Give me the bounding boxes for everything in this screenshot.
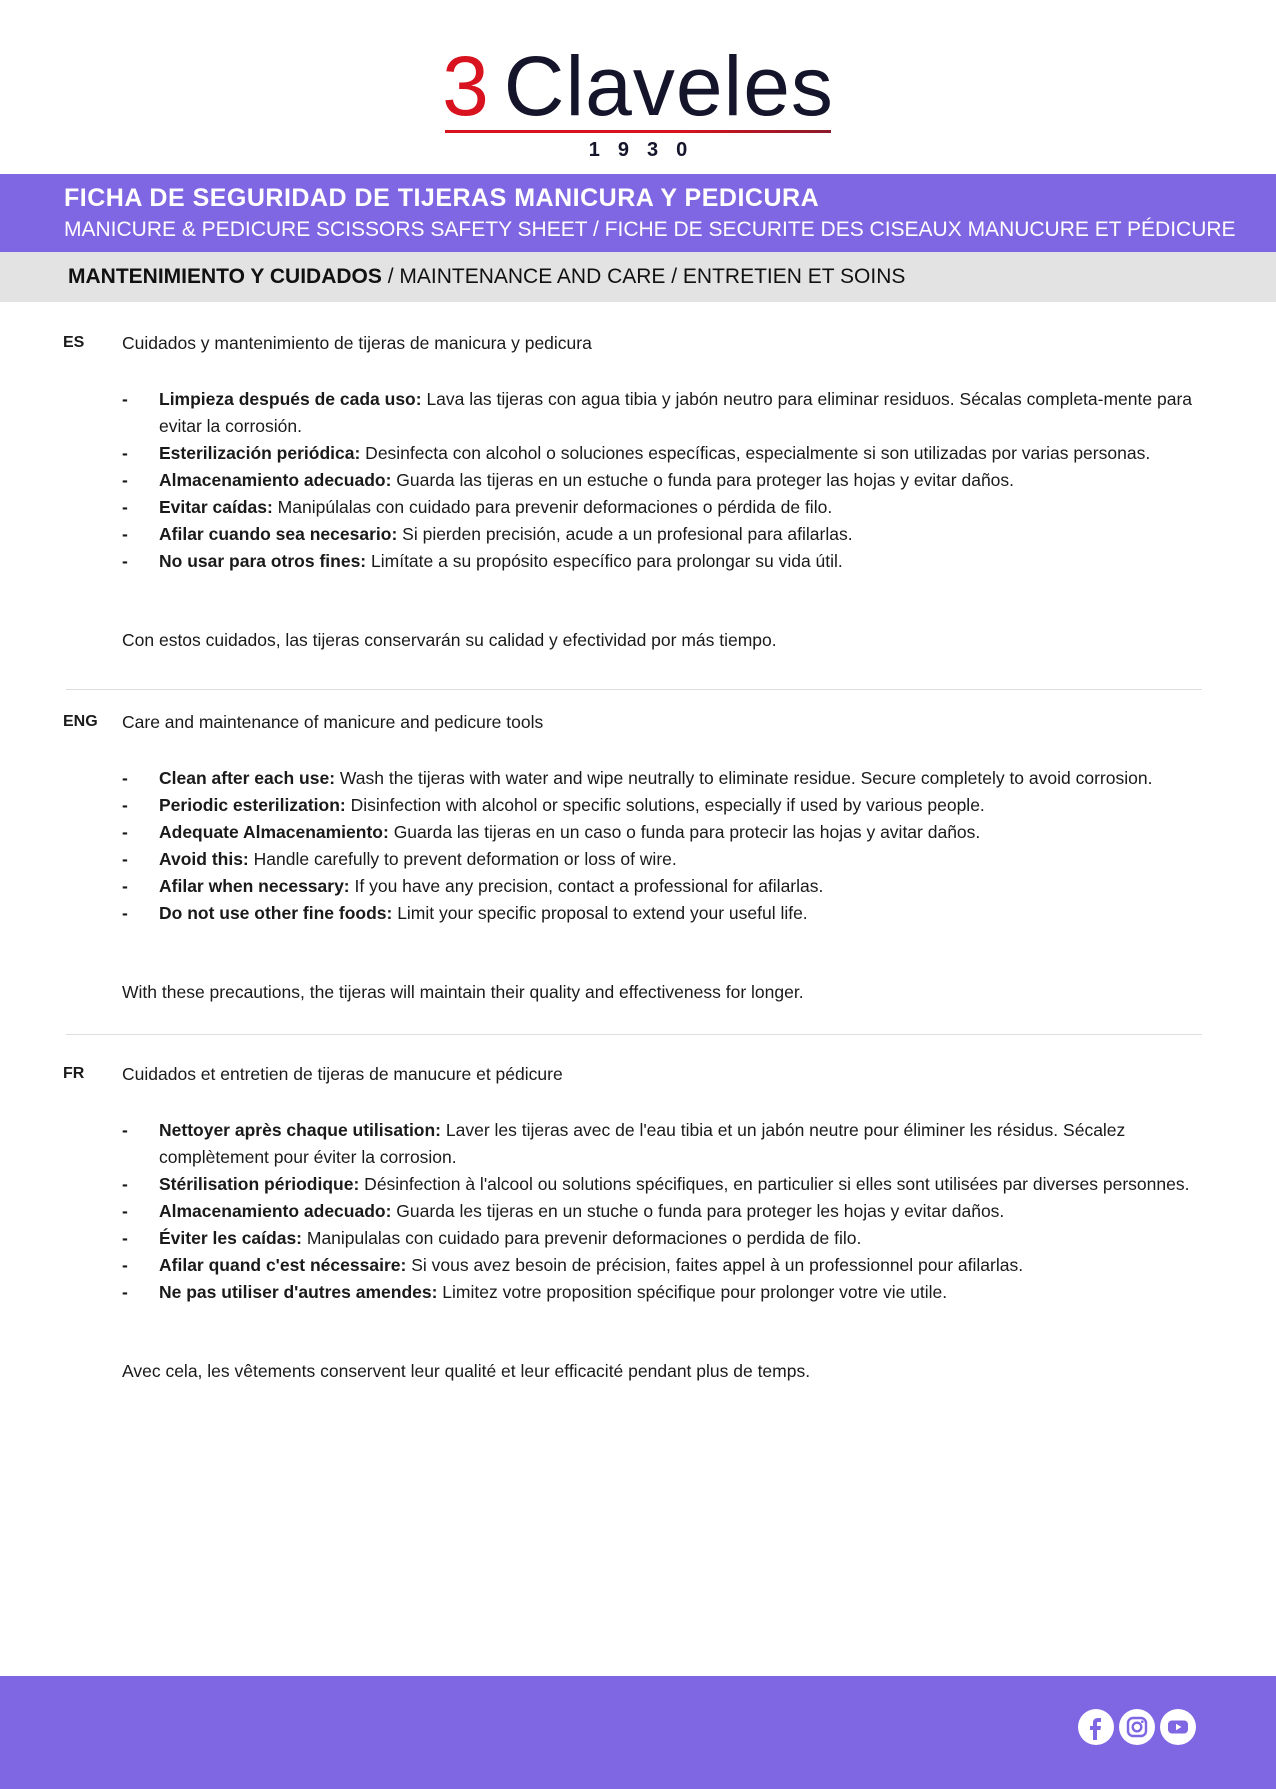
- section-title-bold: MANTENIMIENTO Y CUIDADOS: [68, 265, 382, 288]
- item-text: Guarda les tijeras en un stuche o funda para proteger les hojas y evitar daños.: [391, 1201, 1005, 1221]
- facebook-icon[interactable]: [1078, 1709, 1114, 1745]
- list-item: - Do not use other fine foods: Limit your specific proposal to extend your useful life.: [122, 903, 808, 923]
- list-item: - No usar para otros fines: Limítate a su propósito específico para prolongar su vida útil.: [122, 551, 843, 571]
- list-item: - Almacenamiento adecuado: Guarda las tijeras en un estuche o funda para proteger las hojas y evitar daños.: [122, 470, 1015, 490]
- item-heading: Avoid this:: [159, 849, 249, 869]
- list-item: - Afilar cuando sea necesario: Si pierden precisión, acude a un profesional para afilarlas.: [122, 524, 853, 544]
- list-item: - Periodic esterilization: Disinfection with alcohol or specific solutions, especially if used by various people.: [122, 795, 985, 815]
- section-title: [68, 265, 905, 289]
- item-heading: Nettoyer après chaque utilisation:: [159, 1120, 442, 1140]
- language-code: FR: [63, 1065, 85, 1082]
- care-list: [122, 386, 1202, 575]
- item-heading: Adequate Almacenamiento:: [159, 822, 389, 842]
- logo-year: 1930: [588, 139, 706, 161]
- item-heading: Periodic esterilization:: [159, 795, 346, 815]
- item-text: Guarda las tijeras en un estuche o funda para proteger las hojas y evitar daños.: [391, 470, 1015, 490]
- item-text: Manipulalas con cuidado para prevenir deformaciones o perdida de filo.: [302, 1228, 862, 1248]
- section-header: [0, 252, 1276, 302]
- logo-number: 3: [442, 39, 490, 133]
- item-text: If you have any precision, contact a professional for afilarlas.: [349, 876, 824, 896]
- list-item: - Almacenamiento adecuado: Guarda les tijeras en un stuche o funda para proteger les hojas y evitar daños.: [122, 1201, 1005, 1221]
- list-item: - Afilar when necessary: If you have any precision, contact a professional for afilarlas.: [122, 876, 824, 896]
- care-list: [122, 765, 1202, 927]
- item-heading: Almacenamiento adecuado:: [159, 1201, 392, 1221]
- list-item: - Afilar quand c'est nécessaire: Si vous avez besoin de précision, faites appel à un professionnel pour afilarlas.: [122, 1255, 1024, 1275]
- item-text: Si pierden precisión, acude a un profesional para afilarlas.: [397, 524, 853, 544]
- item-heading: Stérilisation périodique:: [159, 1174, 360, 1194]
- item-text: Desinfecta con alcohol o soluciones específicas, especialmente si son utilizadas por varias personas.: [360, 443, 1151, 463]
- section-divider: [66, 1034, 1202, 1035]
- list-item: - Ne pas utiliser d'autres amendes: Limitez votre proposition spécifique pour prolonger votre vie utile.: [122, 1282, 948, 1302]
- item-text: Limit your specific proposal to extend your useful life.: [392, 903, 808, 923]
- block-closing: Avec cela, les vêtements conservent leur qualité et leur efficacité pendant plus de temps.: [122, 1361, 811, 1381]
- item-text: Manipúlalas con cuidado para prevenir deformaciones o pérdida de filo.: [272, 497, 833, 517]
- item-text: Laver les tijeras avec de l'eau tibia et un jabón neutre pour éliminer les résidus. Sécalez complètement pour éviter la corrosion.: [159, 1120, 1126, 1167]
- item-heading: Clean after each use:: [159, 768, 336, 788]
- logo-name: Claveles: [503, 39, 834, 133]
- logo-wordmark: [0, 39, 1276, 133]
- item-heading: Afilar cuando sea necesario:: [159, 524, 398, 544]
- item-text: Lava las tijeras con agua tibia y jabón neutro para eliminar residuos. Sécalas completa-mente para evitar la corrosión.: [159, 389, 1193, 436]
- language-code: ES: [63, 334, 85, 351]
- brand-logo: [0, 39, 1276, 162]
- list-item: - Esterilización periódica: Desinfecta con alcohol o soluciones específicas, especialmente si son utilizadas por varias personas.: [122, 443, 1151, 463]
- item-text: Wash the tijeras with water and wipe neutrally to eliminate residue. Secure completely to avoid corrosion.: [335, 768, 1153, 788]
- page-title: FICHA DE SEGURIDAD DE TIJERAS MANICURA Y PEDICURA: [64, 184, 820, 212]
- list-item: - Nettoyer après chaque utilisation: Laver les tijeras avec de l'eau tibia et un jabón neutre pour éliminer les résidus. Sécalez complètement pour éviter la corrosion.: [122, 1120, 1126, 1167]
- footer-bar: [0, 1676, 1276, 1789]
- block-closing: Con estos cuidados, las tijeras conservarán su calidad y efectividad por más tiempo.: [122, 630, 777, 650]
- youtube-icon[interactable]: [1160, 1709, 1196, 1745]
- item-heading: Afilar when necessary:: [159, 876, 350, 896]
- item-heading: Do not use other fine foods:: [159, 903, 393, 923]
- block-closing: With these precautions, the tijeras will maintain their quality and effectiveness for longer.: [122, 982, 804, 1002]
- item-text: Si vous avez besoin de précision, faites appel à un professionnel pour afilarlas.: [406, 1255, 1024, 1275]
- list-item: - Avoid this: Handle carefully to prevent deformation or loss of wire.: [122, 849, 677, 869]
- page-subtitle: MANICURE & PEDICURE SCISSORS SAFETY SHEET / FICHE DE SECURITE DES CISEAUX MANUCURE ET PÉDICURE: [64, 218, 1236, 241]
- section-title-rest: / MAINTENANCE AND CARE / ENTRETIEN ET SOINS: [381, 265, 906, 288]
- item-text: Limitez votre proposition spécifique pour prolonger votre vie utile.: [437, 1282, 948, 1302]
- item-text: Disinfection with alcohol or specific solutions, especially if used by various people.: [345, 795, 985, 815]
- item-heading: Ne pas utiliser d'autres amendes:: [159, 1282, 438, 1302]
- list-item: - Evitar caídas: Manipúlalas con cuidado para prevenir deformaciones o pérdida de filo.: [122, 497, 833, 517]
- item-heading: Afilar quand c'est nécessaire:: [159, 1255, 407, 1275]
- item-heading: Éviter les caídas:: [159, 1228, 302, 1248]
- list-item: - Éviter les caídas: Manipulalas con cuidado para prevenir deformaciones o perdida de filo.: [122, 1228, 862, 1248]
- item-heading: Almacenamiento adecuado:: [159, 470, 392, 490]
- item-text: Limítate a su propósito específico para prolongar su vida útil.: [366, 551, 843, 571]
- list-item: - Adequate Almacenamiento: Guarda las tijeras en un caso o funda para protecir las hojas y avitar daños.: [122, 822, 981, 842]
- list-item: - Clean after each use: Wash the tijeras with water and wipe neutrally to eliminate residue. Secure completely to avoid corrosion.: [122, 768, 1153, 788]
- block-intro: Cuidados y mantenimiento de tijeras de manicura y pedicura: [122, 333, 592, 353]
- list-item: - Limpieza después de cada uso: Lava las tijeras con agua tibia y jabón neutro para eliminar residuos. Sécalas completa-mente para evitar la corrosión.: [122, 389, 1193, 436]
- item-text: Désinfection à l'alcool ou solutions spécifiques, en particulier si elles sont utilisées par diverses personnes.: [359, 1174, 1190, 1194]
- item-heading: Evitar caídas:: [159, 497, 273, 517]
- block-intro: Cuidados et entretien de tijeras de manucure et pédicure: [122, 1064, 563, 1084]
- title-banner: [0, 174, 1276, 252]
- item-heading: Esterilización periódica:: [159, 443, 361, 463]
- item-text: Guarda las tijeras en un caso o funda para protecir las hojas y avitar daños.: [388, 822, 981, 842]
- block-intro: Care and maintenance of manicure and pedicure tools: [122, 712, 544, 732]
- language-code: ENG: [63, 713, 98, 730]
- item-heading: No usar para otros fines:: [159, 551, 367, 571]
- section-divider: [66, 689, 1202, 690]
- item-text: Handle carefully to prevent deformation or loss of wire.: [248, 849, 677, 869]
- instagram-icon[interactable]: [1119, 1709, 1155, 1745]
- list-item: - Stérilisation périodique: Désinfection à l'alcool ou solutions spécifiques, en particulier si elles sont utilisées par diverses personnes.: [122, 1174, 1190, 1194]
- care-list: [122, 1117, 1202, 1306]
- item-heading: Limpieza después de cada uso:: [159, 389, 422, 409]
